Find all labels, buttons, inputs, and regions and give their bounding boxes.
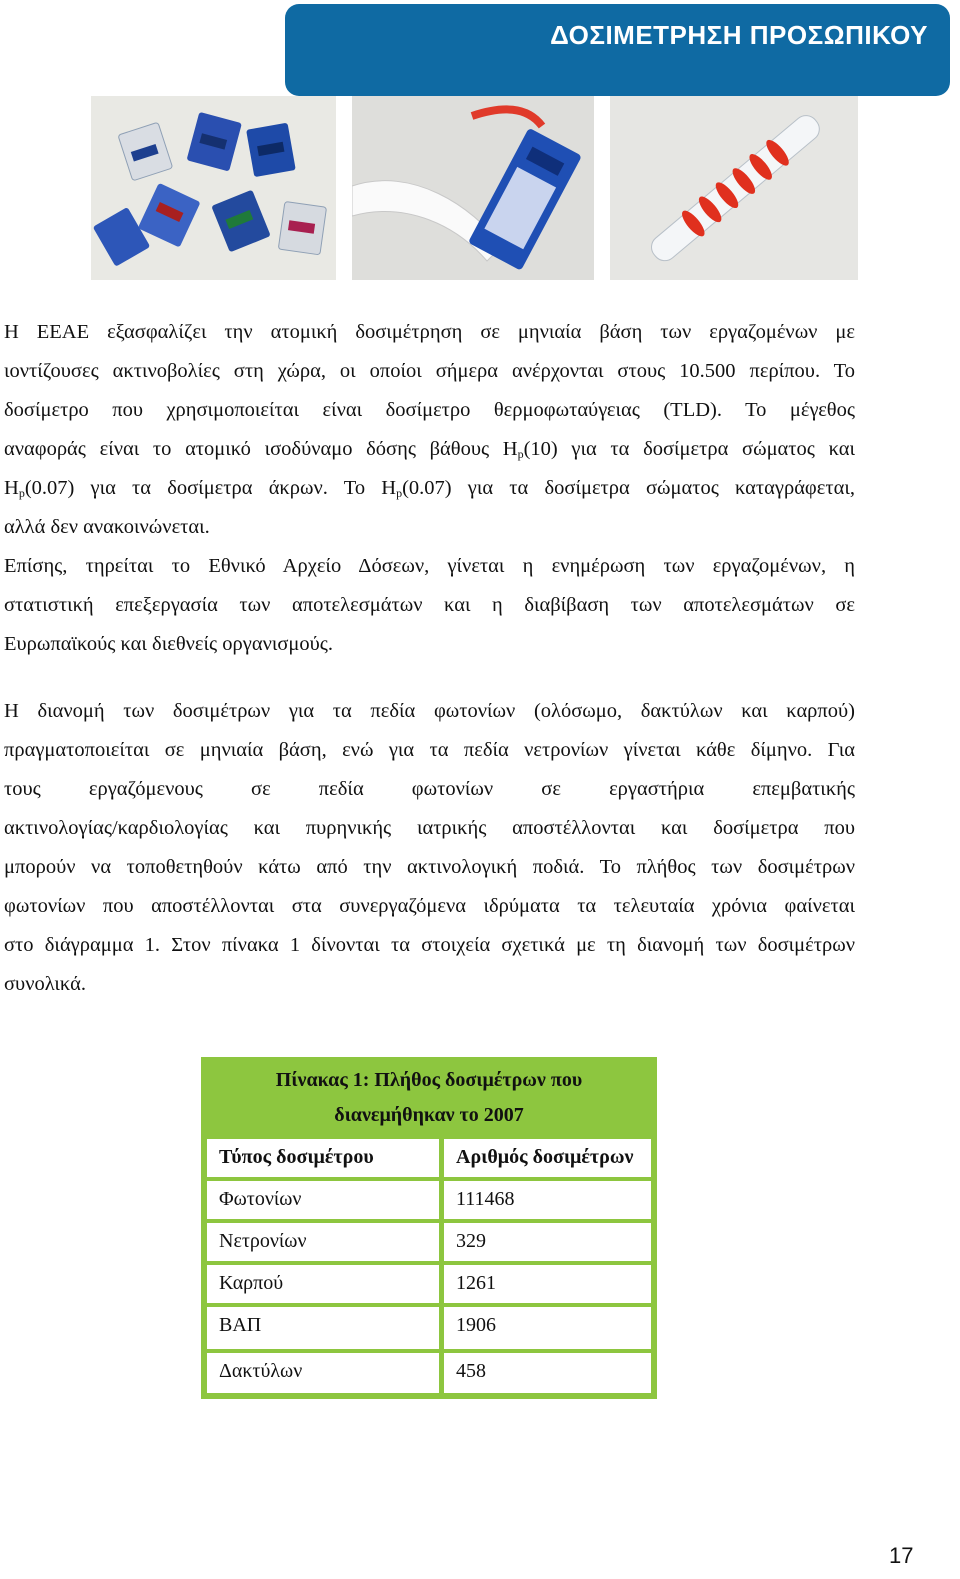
text-line: Επίσης, τηρείται το Εθνικό Αρχείο Δόσεων, γίνεται η ενημέρωση των εργαζομένων, η — [4, 555, 855, 577]
text-line: συνολικά. — [4, 973, 86, 995]
table-title-line: διανεμήθηκαν το 2007 — [334, 1104, 524, 1126]
dosimeter-wristband-photo — [352, 96, 594, 280]
text-line: μπορούν να τοποθετηθούν κάτω από την ακτινολογική ποδιά. Το πλήθος των δοσιμέτρων — [4, 856, 855, 878]
text-line: $H_p(0.07)$ για τα δοσίμετρα άκρων. Το $H_p(0.07)$ για τα δοσίμετρα σώματος καταγράφεται, — [4, 477, 855, 500]
text-line: αναφοράς είναι το ατομικό ισοδύναμο δόσης βάθους $H_p(10)$ για τα δοσίμετρα σώματος και — [4, 438, 855, 461]
table-title-line: Πίνακας 1: Πλήθος δοσιμέτρων που — [275, 1069, 583, 1091]
paragraph-national-archive — [4, 547, 855, 664]
page-number: 17 — [889, 1543, 914, 1568]
header-banner — [285, 4, 950, 96]
table-cell-type: Καρπού — [207, 1265, 439, 1303]
page-header-title: ΔΟΣΙΜΕΤΡΗΣΗ ΠΡΟΣΩΠΙΚΟΥ — [550, 20, 928, 50]
text-line: δοσίμετρο που χρησιμοποιείται είναι δοσίμετρο θερμοφωταύγειας (TLD). Το μέγεθος — [4, 399, 855, 421]
table-cell-type: Φωτονίων — [207, 1181, 439, 1219]
finger-ring-dosimeters-photo — [610, 96, 858, 280]
table-cell-count: 1906 — [444, 1307, 651, 1349]
table-cell-type: ΒΑΠ — [207, 1307, 439, 1349]
text-line: Ευρωπαϊκούς και διεθνείς οργανισμούς. — [4, 633, 334, 655]
table-cell-count: 111468 — [444, 1181, 651, 1219]
table-cell-count: 458 — [444, 1353, 651, 1393]
text-line: στο διάγραμμα 1. Στον πίνακα 1 δίνονται τα στοιχεία σχετικά με τη διανομή των δοσιμέτρων — [4, 934, 855, 956]
paragraph-distribution — [4, 692, 855, 1004]
text-line: αλλά δεν ανακοινώνεται. — [4, 516, 210, 538]
text-line: Η διανομή των δοσιμέτρων για τα πεδία φωτονίων (ολόσωμο, δακτύλων και καρπού) — [4, 700, 855, 722]
dosimeter-badges-photo — [91, 96, 336, 280]
table-cell-type: Δακτύλων — [207, 1353, 439, 1393]
paragraph-dosimetry-intro — [4, 313, 855, 547]
text-line: τους εργαζόμενους σε πεδία φωτονίων σε εργαστήρια επεμβατικής — [4, 778, 855, 800]
text-line: ιοντίζουσες ακτινοβολίες στη χώρα, οι οποίοι σήμερα ανέρχονται στους 10.500 περίπου. Το — [4, 360, 855, 382]
table-cell-count: 329 — [444, 1223, 651, 1261]
table-cell-type: Νετρονίων — [207, 1223, 439, 1261]
table-cell-count: 1261 — [444, 1265, 651, 1303]
dosimeter-distribution-table — [201, 1057, 657, 1399]
text-line: στατιστική επεξεργασία των αποτελεσμάτων και η διαβίβαση των αποτελεσμάτων σε — [4, 594, 855, 616]
table-header-type: Τύπος δοσιμέτρου — [207, 1139, 439, 1177]
text-line: Η ΕΕΑΕ εξασφαλίζει την ατομική δοσιμέτρηση σε μηνιαία βάση των εργαζομένων με — [4, 321, 855, 343]
text-line: πραγματοποιείται σε μηνιαία βάση, ενώ για τα πεδία νετρονίων γίνεται κάθε δίμηνο. Για — [4, 739, 855, 761]
text-line: φωτονίων που αποστέλλονται στα συνεργαζόμενα ιδρύματα τα τελευταία χρόνια φαίνεται — [4, 895, 855, 917]
table-header-count: Αριθμός δοσιμέτρων — [444, 1139, 651, 1177]
text-line: ακτινολογίας/καρδιολογίας και πυρηνικής ιατρικής αποστέλλονται και δοσίμετρα που — [4, 817, 855, 839]
table-title — [207, 1063, 651, 1135]
